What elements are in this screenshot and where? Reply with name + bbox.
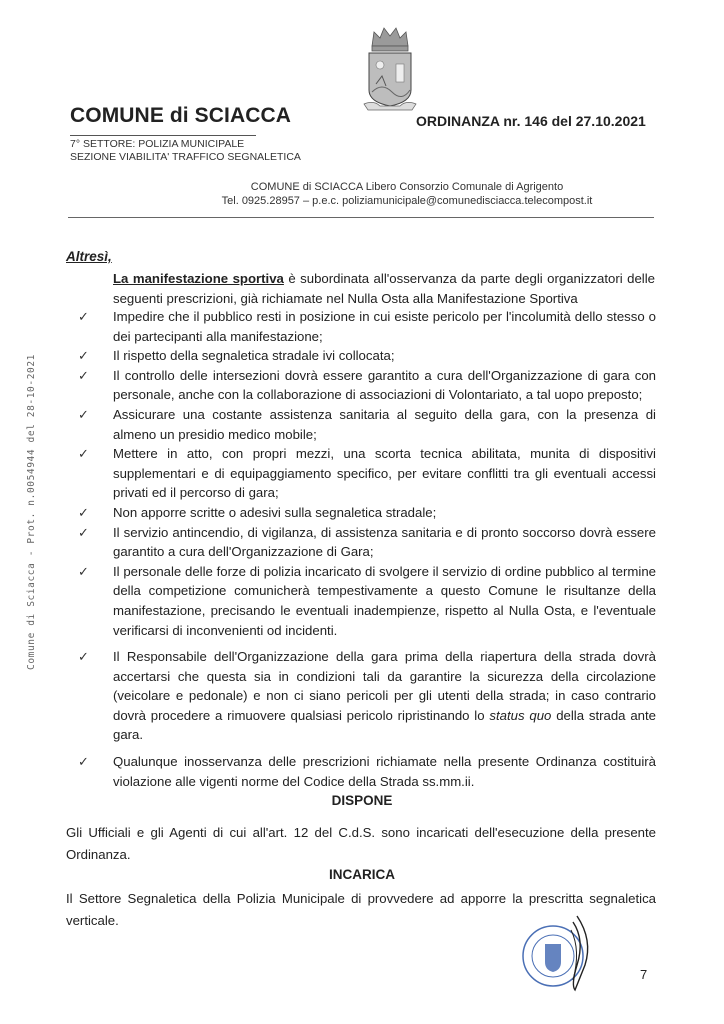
incarica-paragraph: Il Settore Segnaletica della Polizia Municipale di provvedere ad apporre la prescritta segnaletica verticale. [66,891,656,928]
section-altresi: Altresì, [66,249,112,264]
list-item [78,346,656,366]
list-item [78,503,656,523]
header-divider-short [70,135,256,136]
heading-dispone: DISPONE [331,793,393,808]
intro-bold: La manifestazione sportiva [113,271,284,286]
ordinance-number: ORDINANZA nr. 146 del 27.10.2021 [416,113,646,129]
intro-paragraph [113,269,655,308]
item-text-italic: status quo [489,707,552,723]
list-item-text: Assicurare una costante assistenza sanitaria al seguito della gara, con la presenza di almeno un presidio medico mobile; [113,406,656,442]
list-item [78,752,656,791]
check-icon: ✓ [78,367,89,383]
list-item-text: Mettere in atto, con propri mezzi, una scorta tecnica abilitata, munita di dispositivi supplementari e di equipaggiamento specifico, per evitare conflitti tra gli eventuali accessi privati ed il percorso di gara; [113,446,656,501]
municipal-coat-of-arms [360,20,420,116]
list-item [78,405,656,444]
contact-info [0,180,724,208]
item-text-part: della strada ante gara. [113,707,656,743]
list-item [78,562,656,640]
check-icon: ✓ [78,754,89,770]
page-number: 7 [640,967,648,982]
list-item-text: Il personale delle forze di polizia incaricato di svolgere il servizio di ordine pubblico al termine della competizione comunicherà tempestivamente a questo Comune le risultanze della manifestazione, precisando le eventuali inadempienze, rispetto al Nulla Osta, e l'eventuale verificarsi di inconvenienti od incidenti. [113,563,656,638]
list-item-text: Il controllo delle intersezioni dovrà essere garantito a cura dell'Organizzazione di gara con personale, anche con la collaborazione di associazioni di Volontariato, a tal uopo preposto; [113,367,656,403]
contact-address: COMUNE di SCIACCA Libero Consorzio Comunale di Agrigento [250,181,564,193]
protocol-side-stamp [22,350,38,670]
sector-info [70,138,301,164]
contact-phone-email: Tel. 0925.28957 – p.e.c. poliziamunicipale@comunedisciacca.telecompost.it [221,195,593,207]
check-icon: ✓ [78,348,89,364]
list-item [78,523,656,562]
check-icon: ✓ [78,446,89,462]
list-item [78,444,656,503]
prescriptions-list [78,307,656,791]
list-item-text: Qualunque inosservanza delle prescrizioni richiamate nella presente Ordinanza costituirà violazione alle vigenti norme del Codice della Strada ss.mm.ii. [113,754,656,789]
list-item [78,366,656,405]
list-item [78,647,656,745]
check-icon: ✓ [78,406,89,422]
list-item-text: Il rispetto della segnaletica stradale ivi collocata; [113,348,395,364]
list-item-text: Il servizio antincendio, di vigilanza, di assistenza sanitaria e di pronto soccorso dovrà essere garantito a cura dell'Organizzazione di Gara; [113,524,656,560]
police-stamp-with-signature [515,910,625,1000]
section-line: SEZIONE VIABILITA' TRAFFICO SEGNALETICA [70,151,301,163]
dispone-paragraph: Gli Ufficiali e gli Agenti di cui all'art. 12 del C.d.S. sono incaricati dell'esecuzione della presente Ordinanza. [66,825,656,862]
heading-incarica: INCARICA [329,867,395,882]
list-item-text [113,647,656,745]
list-item-text: Impedire che il pubblico resti in posizione in cui esiste pericolo per l'incolumità dello stesso o dei partecipanti alla manifestazione; [113,309,656,344]
header-divider [68,217,654,218]
check-icon: ✓ [78,563,89,579]
municipality-name: COMUNE di SCIACCA [70,104,292,127]
list-item [78,307,656,346]
item-text-part: Il Responsabile dell'Organizzazione della gara prima della riapertura della strada dovrà accertarsi che questa sia in condizioni tali da garantire la sicurezza della circolazione (veicolare e pedonale) e non ci siano pericoli per gli utenti della strada; in caso contrario dovrà procedere a rimuovere qualsiasi pericolo ripristinando lo [113,649,656,723]
check-icon: ✓ [78,524,89,540]
check-icon: ✓ [78,649,89,665]
intro-text: è subordinata all'osservanza da parte degli organizzatori delle seguenti prescrizioni, già richiamate nel Nulla Osta alla Manifestazione Sportiva [113,271,655,306]
list-item-text: Non apporre scritte o adesivi sulla segnaletica stradale; [113,504,437,520]
sector-line: 7° SETTORE: POLIZIA MUNICIPALE [70,138,245,150]
check-icon: ✓ [78,504,89,520]
check-icon: ✓ [78,309,89,324]
protocol-text: Comune di Sciacca - Prot. n.0054944 del 28-10-2021 [26,354,37,670]
